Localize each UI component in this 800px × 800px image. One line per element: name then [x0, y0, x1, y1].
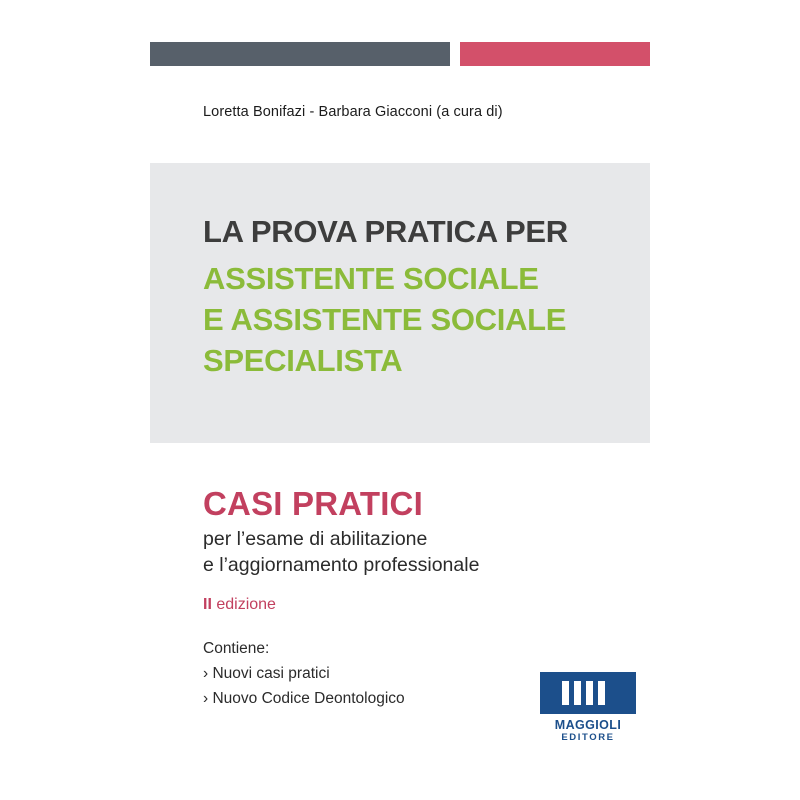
contains-item-2-label: Nuovo Codice Deontologico	[212, 689, 405, 707]
title-line-1: LA PROVA PRATICA PER	[203, 214, 568, 249]
publisher-name: MAGGIOLI	[554, 718, 622, 732]
title-line-4: SPECIALISTA	[203, 343, 403, 379]
top-bar-gap	[450, 42, 460, 66]
chevron-right-icon: ›	[203, 689, 209, 707]
title-line-2: ASSISTENTE SOCIALE	[203, 260, 539, 296]
edition-label	[203, 596, 643, 614]
title-line-3: E ASSISTENTE SOCIALE	[203, 301, 567, 337]
section-title: CASI PRATICI	[203, 485, 423, 522]
title-block	[203, 215, 630, 381]
top-bar-grey	[150, 42, 450, 66]
edition-word: edizione	[216, 595, 276, 613]
edition-number: II	[203, 595, 212, 613]
publisher-logo	[540, 672, 636, 743]
authors-line: Loretta Bonifazi - Barbara Giacconi (a cura di)	[203, 104, 503, 120]
maggioli-mark-icon	[540, 672, 636, 714]
contains-label: Contiene:	[203, 639, 270, 657]
title-panel	[150, 163, 650, 443]
top-bar-red	[460, 42, 650, 66]
chevron-right-icon: ›	[203, 664, 209, 682]
subtitle-line-1: per l’esame di abilitazione	[203, 528, 428, 550]
decorative-top-bars	[150, 42, 650, 66]
subtitle-line-2: e l’aggiornamento professionale	[203, 554, 480, 577]
publisher-subtitle: EDITORE	[561, 732, 615, 743]
contains-item-1-label: Nuovi casi pratici	[212, 664, 330, 682]
